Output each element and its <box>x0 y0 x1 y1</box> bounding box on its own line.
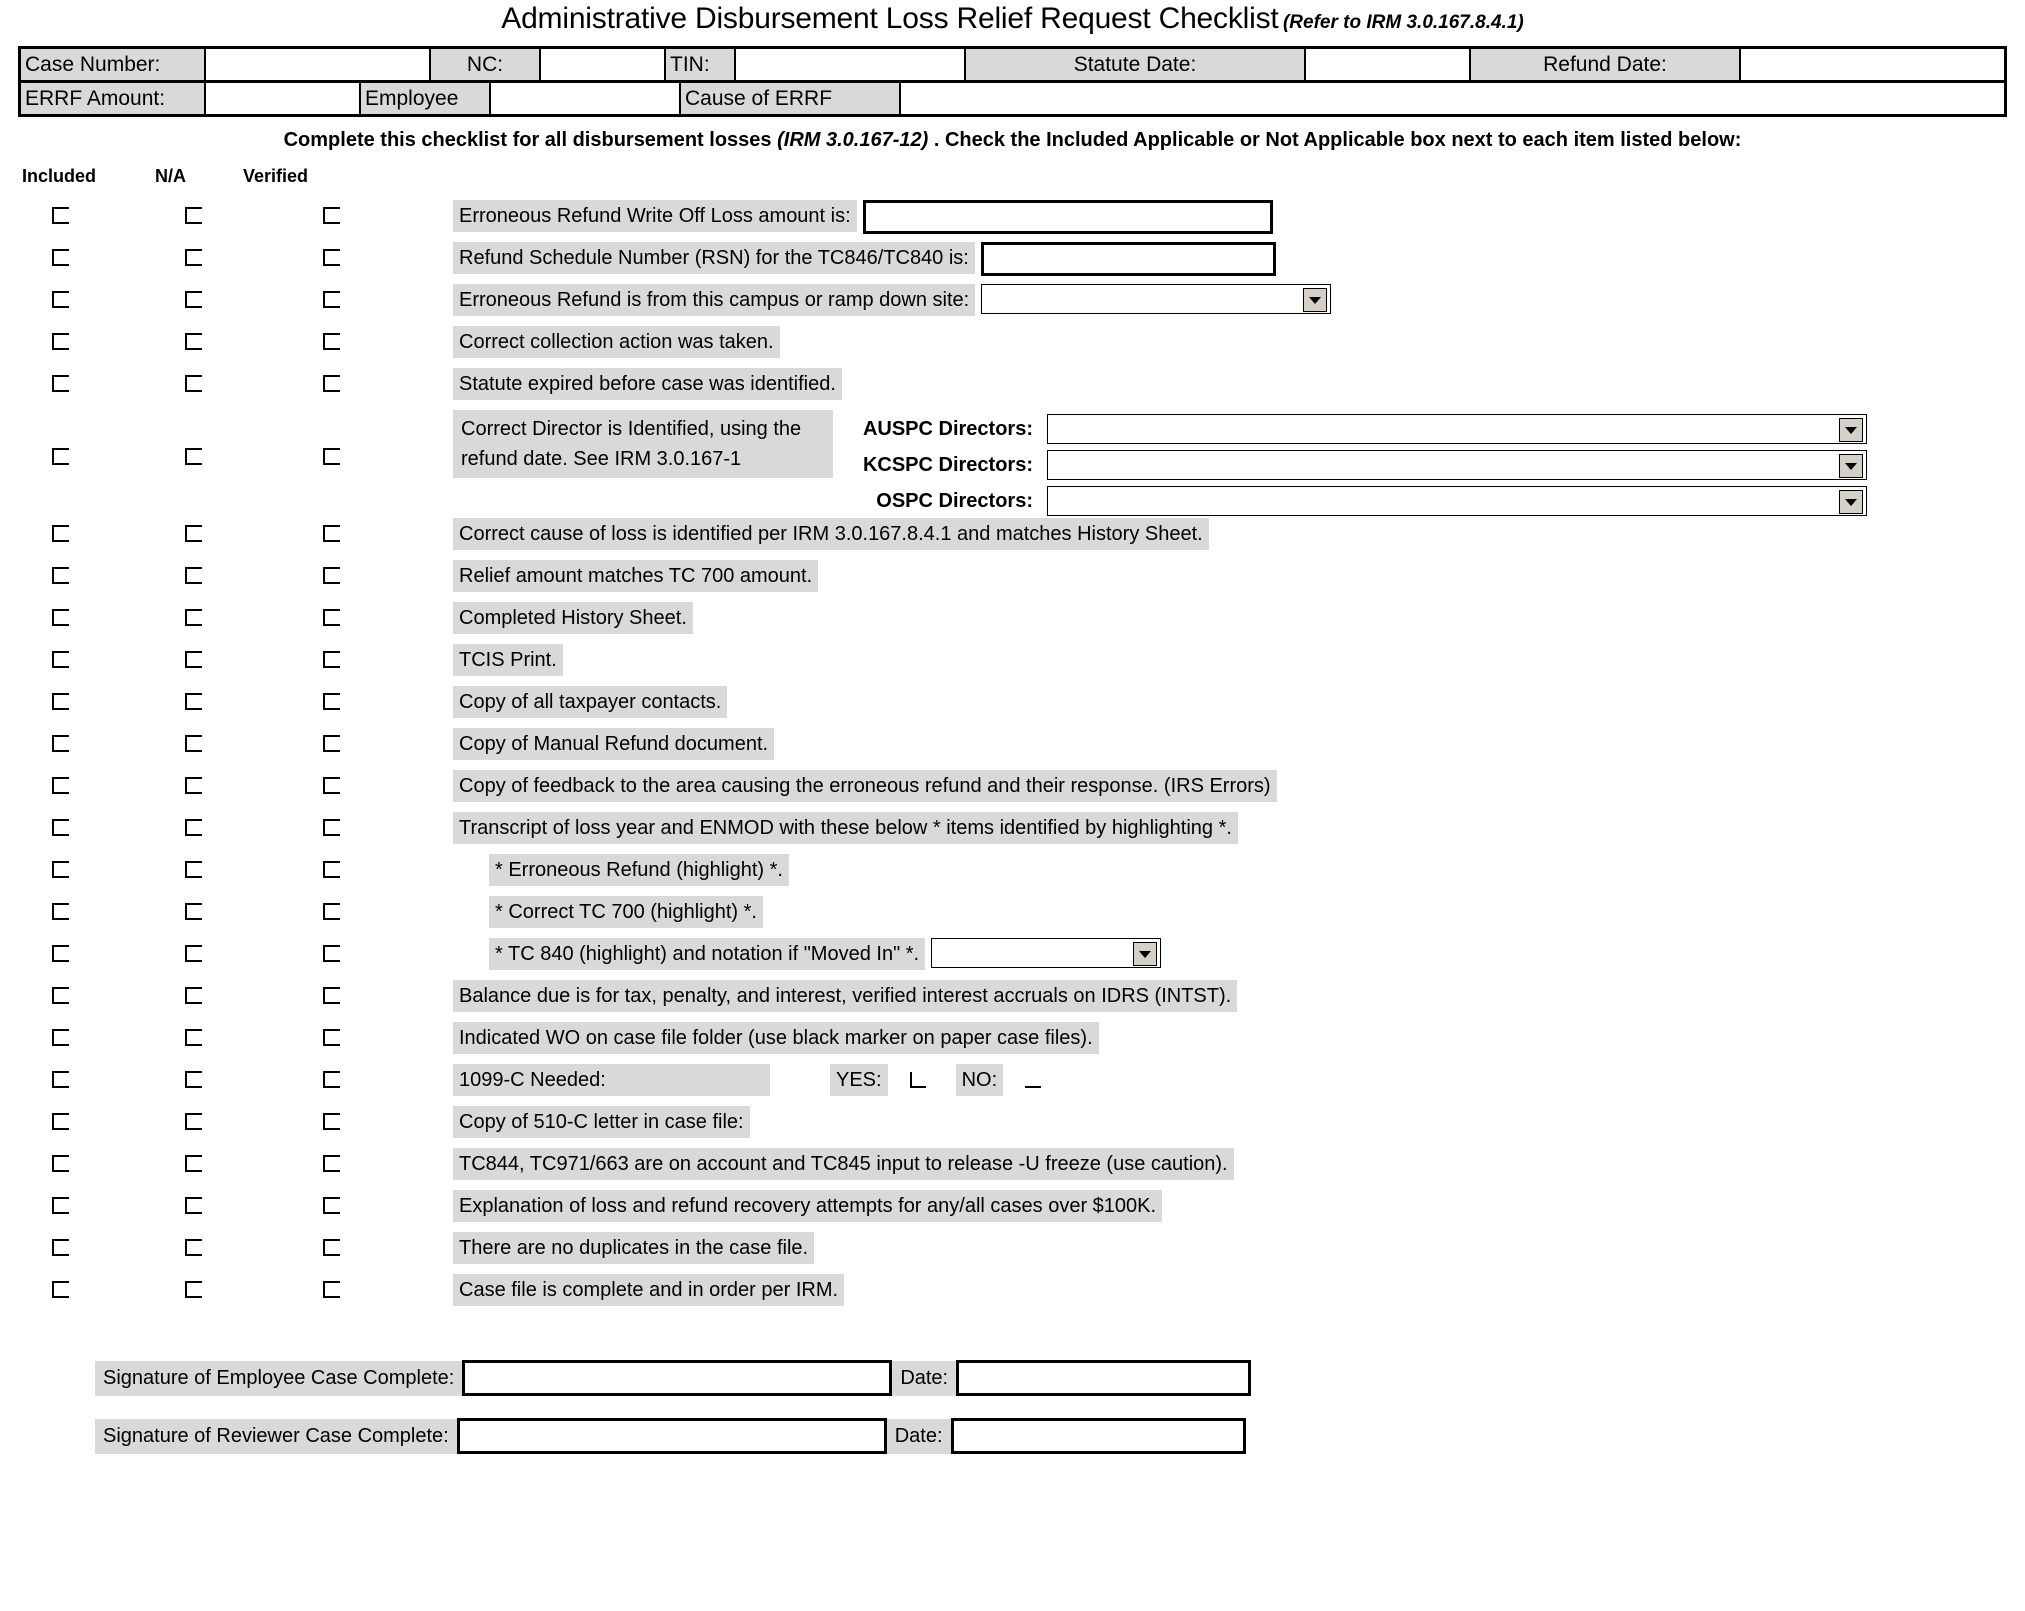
checklist-item-content <box>453 978 1237 1012</box>
checklist-item-label: Copy of Manual Refund document. <box>453 728 774 760</box>
checkbox-na[interactable] <box>185 1281 202 1298</box>
text-input[interactable] <box>981 242 1276 276</box>
checkbox-cell-included <box>0 1146 157 1172</box>
checkbox-included[interactable] <box>52 567 69 584</box>
checklist-item-label: TCIS Print. <box>453 644 563 676</box>
checkbox-na[interactable] <box>185 525 202 542</box>
checkbox-included[interactable] <box>52 1071 69 1088</box>
checklist-item-content <box>453 768 1277 802</box>
checkbox-na[interactable] <box>185 567 202 584</box>
checkbox-verified[interactable] <box>323 249 340 266</box>
page-title <box>0 0 2025 36</box>
refund-date-label: Refund Date: <box>1471 49 1741 80</box>
checkbox-cell-na <box>157 1272 295 1298</box>
checkbox-cell-na <box>157 894 295 920</box>
checkbox-cell-na <box>157 978 295 1004</box>
checkbox-cell-included <box>0 852 157 878</box>
checklist-row <box>0 558 2025 600</box>
checkbox-cell-included <box>0 282 157 308</box>
checkbox-verified[interactable] <box>323 567 340 584</box>
checkbox-included[interactable] <box>52 861 69 878</box>
checklist-item-content <box>453 1188 1162 1222</box>
checklist-item-content <box>453 810 1238 844</box>
checkbox-verified[interactable] <box>323 609 340 626</box>
checkbox-cell-verified <box>295 852 453 878</box>
checkbox-included[interactable] <box>52 448 69 465</box>
checkbox-cell-na <box>157 282 295 308</box>
checkbox-cell-included <box>0 408 157 465</box>
checkbox-verified[interactable] <box>323 861 340 878</box>
checklist-item-content <box>453 408 1867 516</box>
checkbox-cell-included <box>0 1188 157 1214</box>
checklist-item-label: Transcript of loss year and ENMOD with these below * items identified by highlighting *. <box>453 812 1238 844</box>
checkbox-na[interactable] <box>185 249 202 266</box>
checklist-item-content <box>453 1272 844 1306</box>
checkbox-cell-na <box>157 1188 295 1214</box>
checklist-item-content <box>453 1146 1234 1180</box>
signature-label: Signature of Reviewer Case Complete: <box>95 1419 457 1454</box>
checklist-item-content <box>453 600 693 634</box>
checkbox-cell-included <box>0 726 157 752</box>
checklist-item-label: Case file is complete and in order per IRM. <box>453 1274 844 1306</box>
date-label: Date: <box>892 1361 956 1396</box>
checkbox-cell-verified <box>295 240 453 266</box>
checkbox-included[interactable] <box>52 1239 69 1256</box>
checkbox-na[interactable] <box>185 291 202 308</box>
checklist-item-content <box>453 852 789 886</box>
cause-of-errf-label: Cause of ERRF <box>681 83 901 114</box>
checklist-row <box>0 1146 2025 1188</box>
checkbox-cell-included <box>0 978 157 1004</box>
director-line <box>833 450 1867 480</box>
case-number-input[interactable] <box>206 49 431 80</box>
checkbox-cell-na <box>157 558 295 584</box>
statute-date-label: Statute Date: <box>966 49 1306 80</box>
header-row-1 <box>21 49 2004 83</box>
checkbox-included[interactable] <box>52 903 69 920</box>
checklist-row <box>0 1230 2025 1272</box>
directors-group <box>833 410 1867 516</box>
employee-label: Employee <box>361 83 491 114</box>
statute-date-input[interactable] <box>1306 49 1471 80</box>
signature-input[interactable] <box>457 1418 887 1454</box>
checkbox-cell-included <box>0 198 157 224</box>
tin-label: TIN: <box>666 49 736 80</box>
checkbox-cell-verified <box>295 1104 453 1130</box>
checklist-item-content <box>453 366 842 400</box>
checklist-item-label: Relief amount matches TC 700 amount. <box>453 560 818 592</box>
checkbox-na[interactable] <box>185 945 202 962</box>
checkbox-cell-verified <box>295 1230 453 1256</box>
checklist-item-content <box>453 198 1273 234</box>
checklist-item-content <box>453 1020 1099 1054</box>
checkbox-cell-included <box>0 324 157 350</box>
instructions-part1: Complete this checklist for all disbursement losses <box>283 129 778 151</box>
director-line <box>833 486 1867 516</box>
checkbox-na[interactable] <box>185 777 202 794</box>
director-dropdown[interactable] <box>1047 486 1867 516</box>
checkbox-included[interactable] <box>52 1113 69 1130</box>
checklist-row <box>0 852 2025 894</box>
checklist-item-content <box>453 1230 814 1264</box>
checkbox-cell-na <box>157 240 295 266</box>
checkbox-cell-included <box>0 1272 157 1298</box>
checklist-row <box>0 324 2025 366</box>
checkbox-cell-na <box>157 852 295 878</box>
checklist-row <box>0 978 2025 1020</box>
chevron-down-icon[interactable] <box>1839 454 1863 478</box>
checkbox-verified[interactable] <box>323 903 340 920</box>
checkbox-included[interactable] <box>52 693 69 710</box>
checkbox-na[interactable] <box>185 1071 202 1088</box>
checkbox-na[interactable] <box>185 1113 202 1130</box>
instructions-part2: . Check the Included Applicable or Not Applicable box next to each item listed below: <box>928 129 1742 151</box>
checkbox-verified[interactable] <box>323 333 340 350</box>
checkbox-cell-verified <box>295 810 453 836</box>
checkbox-na[interactable] <box>185 903 202 920</box>
checklist-item-label: Correct Director is Identified, using the refund date. See IRM 3.0.167-1 <box>453 410 833 478</box>
checklist-item-label: There are no duplicates in the case file. <box>453 1232 814 1264</box>
checkbox-cell-included <box>0 1020 157 1046</box>
checkbox-cell-verified <box>295 768 453 794</box>
dropdown-select[interactable] <box>981 284 1331 314</box>
checkbox-na[interactable] <box>185 1239 202 1256</box>
checkbox-cell-included <box>0 684 157 710</box>
checkbox-verified[interactable] <box>323 1155 340 1172</box>
checklist-item-content <box>453 1062 1041 1096</box>
errf-amount-label: ERRF Amount: <box>21 83 206 114</box>
checkbox-cell-verified <box>295 324 453 350</box>
checkbox-cell-na <box>157 516 295 542</box>
chevron-down-icon[interactable] <box>1303 288 1327 312</box>
checkbox-included[interactable] <box>52 333 69 350</box>
checkbox-included[interactable] <box>52 525 69 542</box>
checklist-item-label: Copy of feedback to the area causing the erroneous refund and their response. (IRS Errors) <box>453 770 1277 802</box>
checkbox-verified[interactable] <box>323 735 340 752</box>
checkbox-cell-verified <box>295 978 453 1004</box>
checkbox-na[interactable] <box>185 861 202 878</box>
date-label: Date: <box>887 1419 951 1454</box>
checkbox-cell-included <box>0 558 157 584</box>
checkbox-cell-na <box>157 1062 295 1088</box>
checklist-row <box>0 1272 2025 1314</box>
checklist-item-label: Completed History Sheet. <box>453 602 693 634</box>
header-table <box>18 46 2007 117</box>
tin-input[interactable] <box>736 49 966 80</box>
director-label: KCSPC Directors: <box>862 453 1033 476</box>
checkbox-verified[interactable] <box>323 819 340 836</box>
checkbox-cell-na <box>157 366 295 392</box>
checkbox-included[interactable] <box>52 987 69 1004</box>
checklist-row <box>0 282 2025 324</box>
no-label: NO: <box>956 1064 1004 1096</box>
col-header-verified: Verified <box>243 166 309 186</box>
checkbox-verified[interactable] <box>323 1071 340 1088</box>
checkbox-na[interactable] <box>185 207 202 224</box>
checklist-item-label: * TC 840 (highlight) and notation if "Moved In" *. <box>489 938 925 970</box>
director-dropdown[interactable] <box>1047 450 1867 480</box>
checkbox-na[interactable] <box>185 1155 202 1172</box>
checklist-item-content <box>453 894 763 928</box>
checklist-item-content <box>453 642 563 676</box>
instructions-text <box>0 129 2025 152</box>
yes-no-group <box>770 1064 1041 1096</box>
checkbox-cell-na <box>157 936 295 962</box>
checkbox-verified[interactable] <box>323 693 340 710</box>
checklist-item-label: Correct collection action was taken. <box>453 326 780 358</box>
checkbox-verified[interactable] <box>323 1197 340 1214</box>
checkbox-cell-included <box>0 1104 157 1130</box>
checkbox-verified[interactable] <box>323 777 340 794</box>
col-header-na: N/A <box>155 166 186 186</box>
checkbox-included[interactable] <box>52 819 69 836</box>
checkbox-cell-included <box>0 1062 157 1088</box>
checkbox-cell-verified <box>295 1272 453 1298</box>
checklist-row <box>0 240 2025 282</box>
checkbox-cell-included <box>0 936 157 962</box>
checklist-item-content <box>453 516 1209 550</box>
checklist-row <box>0 684 2025 726</box>
column-headers <box>0 166 2025 192</box>
checklist-item-label: * Correct TC 700 (highlight) *. <box>489 896 763 928</box>
yes-label: YES: <box>830 1064 888 1096</box>
checklist-row <box>0 198 2025 240</box>
checkbox-included[interactable] <box>52 207 69 224</box>
checklist-item-content <box>453 726 774 760</box>
checklist-row <box>0 1188 2025 1230</box>
checkbox-cell-na <box>157 810 295 836</box>
checkbox-cell-na <box>157 1230 295 1256</box>
checklist-item-content <box>453 558 818 592</box>
signature-input[interactable] <box>462 1360 892 1396</box>
checkbox-verified[interactable] <box>323 448 340 465</box>
checkbox-cell-na <box>157 1104 295 1130</box>
col-header-included: Included <box>22 166 97 186</box>
checkbox-verified[interactable] <box>323 945 340 962</box>
signature-label: Signature of Employee Case Complete: <box>95 1361 462 1396</box>
checkbox-cell-verified <box>295 1188 453 1214</box>
checkbox-cell-na <box>157 324 295 350</box>
checklist-row <box>0 366 2025 408</box>
checklist-item-label: TC844, TC971/663 are on account and TC845 input to release -U freeze (use caution). <box>453 1148 1234 1180</box>
checkbox-na[interactable] <box>185 693 202 710</box>
checkbox-na[interactable] <box>185 333 202 350</box>
checkbox-verified[interactable] <box>323 1239 340 1256</box>
checkbox-verified[interactable] <box>323 291 340 308</box>
signature-row <box>95 1418 2025 1454</box>
checklist-item-content <box>453 1104 750 1138</box>
checkbox-cell-verified <box>295 516 453 542</box>
nc-input[interactable] <box>541 49 666 80</box>
checklist-item-label: Indicated WO on case file folder (use black marker on paper case files). <box>453 1022 1099 1054</box>
checklist-row <box>0 894 2025 936</box>
checkbox-included[interactable] <box>52 1029 69 1046</box>
checkbox-na[interactable] <box>185 819 202 836</box>
checkbox-na[interactable] <box>185 735 202 752</box>
checkbox-verified[interactable] <box>323 1029 340 1046</box>
checkbox-cell-na <box>157 600 295 626</box>
checklist-item-content <box>453 936 1161 970</box>
checkbox-no[interactable] <box>1025 1072 1041 1088</box>
checkbox-na[interactable] <box>185 1029 202 1046</box>
checklist-item-content <box>453 684 727 718</box>
checkbox-cell-included <box>0 516 157 542</box>
checklist-item-content <box>453 282 1331 316</box>
checkbox-cell-na <box>157 726 295 752</box>
checkbox-cell-verified <box>295 1146 453 1172</box>
employee-input[interactable] <box>491 83 681 114</box>
errf-amount-input[interactable] <box>206 83 361 114</box>
checklist-item-label: Explanation of loss and refund recovery attempts for any/all cases over $100K. <box>453 1190 1162 1222</box>
signature-section <box>0 1360 2025 1454</box>
checkbox-cell-included <box>0 894 157 920</box>
checkbox-cell-na <box>157 1146 295 1172</box>
checkbox-cell-included <box>0 768 157 794</box>
checkbox-na[interactable] <box>185 1197 202 1214</box>
checkbox-included[interactable] <box>52 1155 69 1172</box>
checkbox-cell-verified <box>295 366 453 392</box>
checkbox-cell-verified <box>295 894 453 920</box>
checkbox-cell-na <box>157 768 295 794</box>
dropdown-select[interactable] <box>931 938 1161 968</box>
checkbox-included[interactable] <box>52 249 69 266</box>
checkbox-included[interactable] <box>52 609 69 626</box>
checkbox-verified[interactable] <box>323 375 340 392</box>
refund-date-input[interactable] <box>1741 49 2004 80</box>
checkbox-cell-na <box>157 642 295 668</box>
checkbox-cell-na <box>157 684 295 710</box>
checklist-item-label: Statute expired before case was identified. <box>453 368 842 400</box>
checkbox-cell-na <box>157 1020 295 1046</box>
instructions-italic: (IRM 3.0.167-12) <box>777 129 929 151</box>
checkbox-verified[interactable] <box>323 651 340 668</box>
checklist-row <box>0 516 2025 558</box>
checkbox-na[interactable] <box>185 987 202 1004</box>
checkbox-included[interactable] <box>52 375 69 392</box>
checklist-item-label: Erroneous Refund Write Off Loss amount is: <box>453 200 857 232</box>
checklist-row <box>0 810 2025 852</box>
checkbox-cell-verified <box>295 408 453 465</box>
checkbox-cell-na <box>157 198 295 224</box>
checkbox-verified[interactable] <box>323 207 340 224</box>
checkbox-cell-verified <box>295 726 453 752</box>
checkbox-included[interactable] <box>52 1281 69 1298</box>
checkbox-included[interactable] <box>52 291 69 308</box>
case-number-label: Case Number: <box>21 49 206 80</box>
checklist-row <box>0 768 2025 810</box>
checklist-item-label: 1099-C Needed: <box>453 1064 770 1096</box>
checklist-item-label: * Erroneous Refund (highlight) *. <box>489 854 789 886</box>
text-input[interactable] <box>863 200 1273 234</box>
title-subtitle: (Refer to IRM 3.0.167.8.4.1) <box>1282 12 1524 33</box>
director-label: AUSPC Directors: <box>862 417 1033 440</box>
header-row-2 <box>21 83 2004 114</box>
chevron-down-icon[interactable] <box>1133 942 1157 966</box>
checkbox-cell-verified <box>295 1020 453 1046</box>
checklist-item-label: Balance due is for tax, penalty, and interest, verified interest accruals on IDRS (INTST). <box>453 980 1237 1012</box>
chevron-down-icon[interactable] <box>1839 490 1863 514</box>
checkbox-cell-verified <box>295 282 453 308</box>
checkbox-included[interactable] <box>52 735 69 752</box>
checkbox-cell-verified <box>295 1062 453 1088</box>
checklist <box>0 198 2025 1314</box>
checkbox-cell-included <box>0 1230 157 1256</box>
checklist-item-label: Refund Schedule Number (RSN) for the TC846/TC840 is: <box>453 242 975 274</box>
checklist-row <box>0 642 2025 684</box>
date-input[interactable] <box>951 1418 1246 1454</box>
checklist-row <box>0 408 2025 516</box>
nc-label: NC: <box>431 49 541 80</box>
checkbox-yes[interactable] <box>910 1072 926 1088</box>
checkbox-included[interactable] <box>52 651 69 668</box>
director-line <box>833 414 1867 444</box>
checkbox-cell-verified <box>295 936 453 962</box>
checkbox-verified[interactable] <box>323 525 340 542</box>
signature-row <box>95 1360 2025 1396</box>
chevron-down-icon[interactable] <box>1839 418 1863 442</box>
checklist-item-label: Correct cause of loss is identified per IRM 3.0.167.8.4.1 and matches History Sheet. <box>453 518 1209 550</box>
checkbox-cell-verified <box>295 198 453 224</box>
checkbox-cell-verified <box>295 642 453 668</box>
director-dropdown[interactable] <box>1047 414 1867 444</box>
checkbox-included[interactable] <box>52 777 69 794</box>
checkbox-na[interactable] <box>185 448 202 465</box>
checklist-row <box>0 726 2025 768</box>
checkbox-included[interactable] <box>52 945 69 962</box>
checklist-item-content <box>453 324 780 358</box>
checklist-item-label: Erroneous Refund is from this campus or ramp down site: <box>453 284 975 316</box>
checkbox-cell-included <box>0 366 157 392</box>
checklist-row <box>0 600 2025 642</box>
checkbox-cell-verified <box>295 558 453 584</box>
checklist-row <box>0 1104 2025 1146</box>
checklist-item-content <box>453 240 1276 276</box>
cause-of-errf-input[interactable] <box>901 83 2004 114</box>
checkbox-cell-included <box>0 810 157 836</box>
checkbox-cell-included <box>0 642 157 668</box>
checkbox-cell-included <box>0 600 157 626</box>
checkbox-na[interactable] <box>185 651 202 668</box>
checkbox-cell-na <box>157 408 295 465</box>
checkbox-verified[interactable] <box>323 987 340 1004</box>
director-label: OSPC Directors: <box>876 489 1033 512</box>
checkbox-na[interactable] <box>185 375 202 392</box>
title-main: Administrative Disbursement Loss Relief Request Checklist <box>501 2 1279 35</box>
checklist-row <box>0 1062 2025 1104</box>
checkbox-included[interactable] <box>52 1197 69 1214</box>
checkbox-verified[interactable] <box>323 1281 340 1298</box>
date-input[interactable] <box>956 1360 1251 1396</box>
checklist-item-label: Copy of all taxpayer contacts. <box>453 686 727 718</box>
checkbox-na[interactable] <box>185 609 202 626</box>
checkbox-verified[interactable] <box>323 1113 340 1130</box>
checklist-row <box>0 1020 2025 1062</box>
checkbox-cell-verified <box>295 600 453 626</box>
checkbox-cell-included <box>0 240 157 266</box>
checkbox-cell-verified <box>295 684 453 710</box>
checklist-item-label: Copy of 510-C letter in case file: <box>453 1106 750 1138</box>
checklist-row <box>0 936 2025 978</box>
